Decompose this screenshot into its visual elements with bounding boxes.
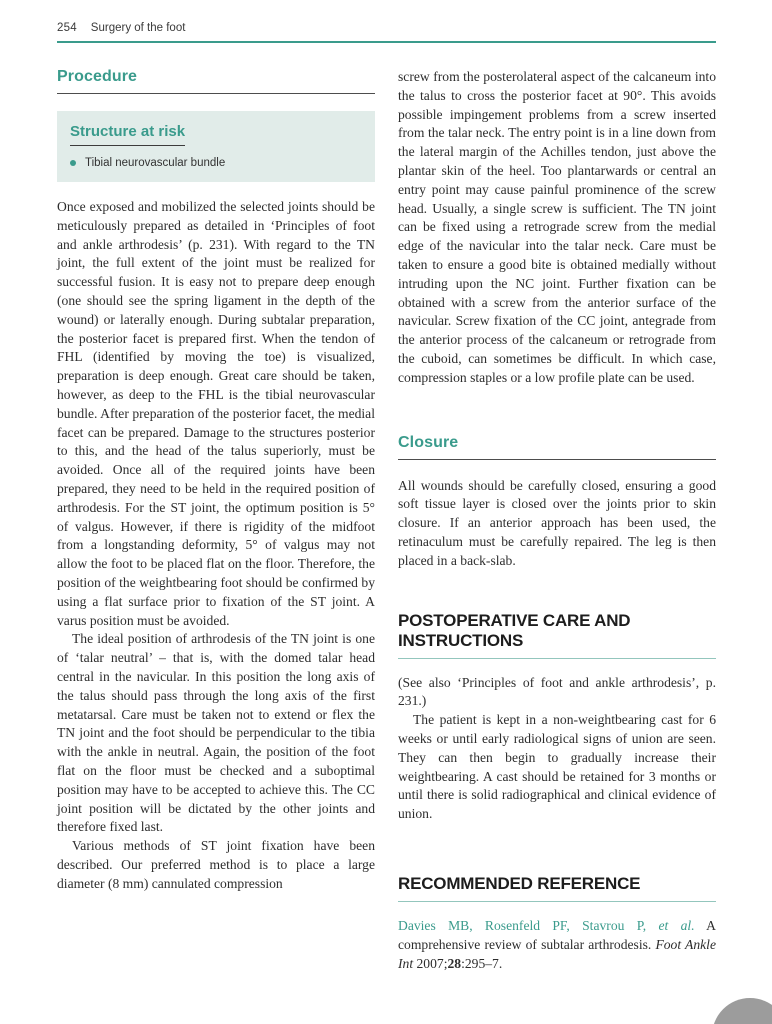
section-heading-postoperative-care: POSTOPERATIVE CARE AND INSTRUCTIONS [398, 611, 716, 659]
bullet-icon [70, 160, 76, 166]
paragraph: Various methods of ST joint fixation have been described. Our preferred method is to place a large diameter (8 mm) cannulated compression [57, 838, 375, 891]
reference-year: 2007; [413, 955, 448, 971]
paragraph: screw from the posterolateral aspect of the calcaneum into the talus to cross the posterior facet at 90°. This avoids possible impingement problems from a screw inserted from the talar neck. The entry point is in a line down from the lateral margin of the Achilles tendon, just above the plantar skin of the heel. Too plantarwards or central an entry point may cause painful prominence of the screw head. Usually, a single screw is sufficient. The TN joint can be fixed using a retrograde screw from the medial edge of the navicular into the talar neck. Care must be taken to ensure a good bite is obtained medially without intruding upon the NC joint. Further fixation can be obtained with a screw from the anterior surface of the navicular. Screw fixation of the CC joint, antegrade from the anterior process of the calcaneum or retrograde from the cuboid, can sometimes be difficult. In which case, compression staples or a low profile plate can be used. [398, 69, 716, 385]
reference-title: A comprehensive review of subtalar arthrodesis. [398, 917, 716, 952]
paragraph: The ideal position of arthrodesis of the TN joint is one of ‘talar neutral’ – that is, with the domed talar head central in the navicular. In this position the long axis of the talus should pass through the long axis of the first metatarsal. Care must be taken not to extend or flex the TN joint and the foot should be perpendicular to the tibia with the ankle in neutral. Again, the position of the foot flat on the floor must be checked and a suboptimal position may have to be accepted to achieve this. The CC joint position will be dictated by the other joints and therefore fixed last. [57, 631, 375, 835]
page-turn-button[interactable] [712, 998, 772, 1024]
paragraph: All wounds should be carefully closed, ensuring a good soft tissue layer is closed over the joints prior to skin closure. If an anterior approach has been used, the retinaculum must be carefully repaired. The leg is then placed in a back-slab. [398, 477, 716, 568]
page-number: 254 [57, 22, 77, 34]
paragraph: (See also ‘Principles of foot and ankle arthrodesis’, p. 231.) [398, 674, 716, 709]
running-header [57, 22, 716, 43]
reference-pages: :295–7. [461, 955, 503, 971]
risk-item-label: Tibial neurovascular bundle [85, 157, 226, 169]
section-heading-recommended-reference: RECOMMENDED REFERENCE [398, 874, 716, 902]
left-column [57, 68, 375, 893]
reference-volume: 28 [447, 955, 462, 971]
risk-box-heading: Structure at risk [70, 123, 185, 146]
reference-et-al: et al. [658, 917, 695, 933]
closure-section [398, 434, 716, 571]
reference-authors: Davies MB, Rosenfeld PF, Stavrou P, [398, 917, 659, 933]
right-column [398, 68, 716, 973]
reference-journal: Foot Ankle Int [398, 936, 716, 971]
running-head-title: Surgery of the foot [90, 22, 186, 34]
reference-entry [398, 917, 716, 973]
recommended-reference-section [398, 874, 716, 973]
paragraph: Once exposed and mobilized the selected joints should be meticulously prepared as detailed in ‘Principles of foot and ankle arthrodesis’ (p. 231). With regard to the TN joint, the full extent of the joint must be realized for successful fusion. It is easy not to prepare deep enough (one should see the spring ligament in the depth of the wound) or laterally enough. During subtalar preparation, the posterior facet is prepared first. When the tendon of FHL (identified by moving the toe) is visualized, preparation is deep enough. Great care should be taken, however, as deep to the FHL is the tibial neurovascular bundle. After preparation of the posterior facet, the medial facet can be prepared. Damage to the structures posterior to this, and the head of the talus superiorly, must be avoided. Once all of the required joints have been prepared, they need to be held in the required position of arthrodesis. For the ST joint, the optimum position is 5° of valgus. However, if there is rigidity of the midfoot from a longstanding deformity, 5° of valgus may not allow the foot to be placed flat on the floor. Therefore, the position of the weightbearing foot should be confirmed by using a flat surface prior to fixation of the ST joint. A varus position must be avoided. [57, 199, 375, 628]
paragraph: The patient is kept in a non-weightbearing cast for 6 weeks or until early radiological signs of union are seen. They can then begin to gradually increase their weightbearing. A cast should be retained for 3 months or until there is solid radiographical and clinical evidence of union. [398, 712, 716, 822]
postoperative-care-section [398, 611, 716, 824]
section-heading-procedure: Procedure [57, 68, 375, 94]
section-heading-closure: Closure [398, 434, 716, 460]
risk-list-item [70, 157, 362, 169]
structure-at-risk-box [57, 111, 375, 182]
